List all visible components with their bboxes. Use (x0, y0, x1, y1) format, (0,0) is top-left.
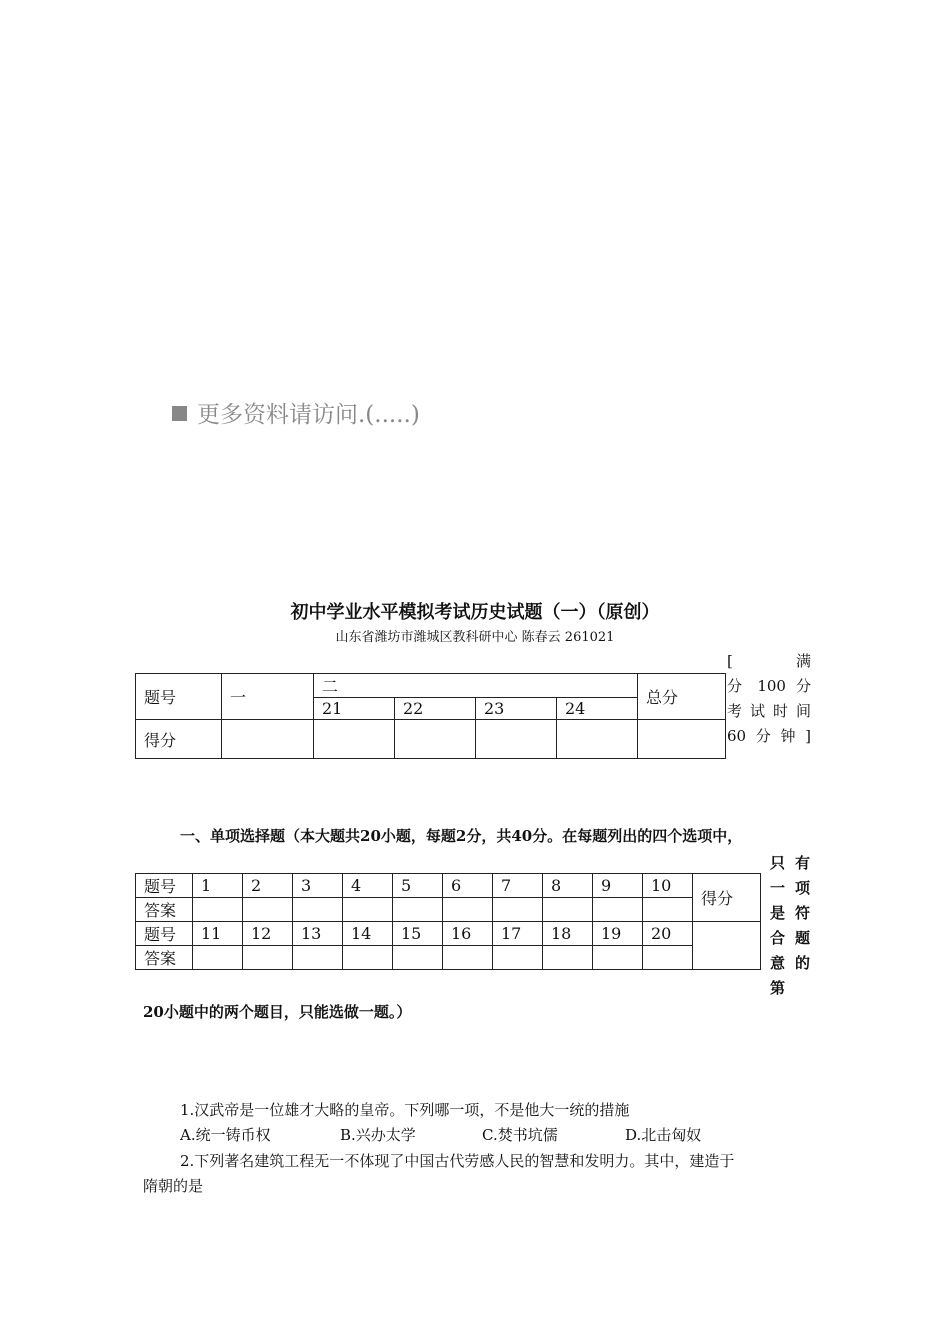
answer-cell[interactable] (493, 946, 543, 970)
answer-cell[interactable] (643, 946, 693, 970)
note-line: 分 100 分 (727, 677, 811, 695)
answer-cell[interactable] (343, 946, 393, 970)
score-table-label-score: 得分 (136, 720, 222, 759)
exam-note (727, 649, 811, 749)
section-heading-continued: 20小题中的两个题目，只能选做一题。） (143, 1003, 412, 1021)
score-table-subnum: 21 (314, 698, 395, 720)
section-wrap-line: 只有 (770, 854, 810, 872)
score-table-part1: 一 (222, 674, 314, 720)
question-number: 12 (243, 922, 293, 946)
question-number: 18 (543, 922, 593, 946)
question-number: 13 (293, 922, 343, 946)
exam-title: 初中学业水平模拟考试历史试题（一）（原创） (290, 602, 660, 623)
question-number: 11 (193, 922, 243, 946)
question-number: 6 (443, 874, 493, 898)
question-number: 17 (493, 922, 543, 946)
answer-cell[interactable] (243, 946, 293, 970)
question-number: 14 (343, 922, 393, 946)
answer-cell[interactable] (443, 946, 493, 970)
section-wrap-line: 一项 (770, 879, 810, 897)
score-cell[interactable] (638, 720, 726, 759)
score-table-label-num: 题号 (136, 674, 222, 720)
section-wrap-line: 是符 (770, 904, 810, 922)
question-number: 16 (443, 922, 493, 946)
section-wrap-line: 意的 (770, 954, 810, 972)
section-wrap-line: 合题 (770, 929, 810, 947)
promo-text: 更多资料请访问.(.....) (197, 402, 420, 428)
score-table (135, 673, 726, 759)
answer-cell[interactable] (593, 898, 643, 922)
question-number: 5 (393, 874, 443, 898)
note-line: 考试时间 (727, 702, 811, 720)
note-line: [ 满 (727, 652, 811, 670)
answer-cell[interactable] (193, 946, 243, 970)
square-bullet-icon (172, 406, 187, 421)
question-1-option-a: A.统一铸币权 (180, 1126, 271, 1144)
exam-subtitle: 山东省潍坊市潍城区教科研中心 陈春云 261021 (335, 630, 615, 645)
question-2-stem: 2.下列著名建筑工程无一不体现了中国古代劳感人民的智慧和发明力。其中，建造于 (180, 1152, 735, 1170)
question-number: 8 (543, 874, 593, 898)
score-table-total: 总分 (638, 674, 726, 720)
note-line: 60分钟] (727, 727, 811, 745)
question-1-option-b: B.兴办太学 (340, 1126, 416, 1144)
answer-cell[interactable] (543, 946, 593, 970)
question-number: 7 (493, 874, 543, 898)
score-table-subnum: 22 (395, 698, 476, 720)
question-1-option-c: C.焚书坑儒 (482, 1126, 558, 1144)
question-number: 20 (643, 922, 693, 946)
promo-banner (172, 396, 420, 429)
question-2-stem-line2: 隋朝的是 (143, 1177, 204, 1195)
answer-table (135, 873, 761, 970)
question-number: 1 (193, 874, 243, 898)
answer-cell[interactable] (393, 946, 443, 970)
answer-label-num: 题号 (136, 874, 193, 898)
answer-label-ans: 答案 (136, 898, 193, 922)
question-1-option-d: D.北击匈奴 (625, 1126, 702, 1144)
question-number: 10 (643, 874, 693, 898)
question-number: 15 (393, 922, 443, 946)
section-heading: 一、单项选择题（本大题共20小题，每题2分，共40分。在每题列出的四个选项中， (180, 827, 743, 845)
question-number: 9 (593, 874, 643, 898)
score-table-part2: 二 (314, 674, 638, 698)
score-cell[interactable] (314, 720, 395, 759)
score-table-subnum: 24 (557, 698, 638, 720)
answer-score-label: 得分 (693, 874, 761, 922)
section-heading-wrap (770, 851, 810, 1001)
answer-cell[interactable] (343, 898, 393, 922)
score-cell[interactable] (557, 720, 638, 759)
score-cell[interactable] (476, 720, 557, 759)
answer-cell[interactable] (243, 898, 293, 922)
answer-label-ans: 答案 (136, 946, 193, 970)
answer-cell[interactable] (593, 946, 643, 970)
score-table-subnum: 23 (476, 698, 557, 720)
answer-cell[interactable] (293, 898, 343, 922)
section-wrap-line: 第 (770, 979, 786, 997)
answer-cell[interactable] (443, 898, 493, 922)
answer-cell[interactable] (643, 898, 693, 922)
question-1-stem: 1.汉武帝是一位雄才大略的皇帝。下列哪一项，不是他大一统的措施 (180, 1101, 630, 1119)
question-number: 2 (243, 874, 293, 898)
question-number: 4 (343, 874, 393, 898)
answer-label-num: 题号 (136, 922, 193, 946)
answer-score-cell[interactable] (693, 922, 761, 970)
question-number: 3 (293, 874, 343, 898)
answer-cell[interactable] (493, 898, 543, 922)
answer-cell[interactable] (193, 898, 243, 922)
question-number: 19 (593, 922, 643, 946)
score-cell[interactable] (395, 720, 476, 759)
answer-cell[interactable] (543, 898, 593, 922)
answer-cell[interactable] (293, 946, 343, 970)
score-cell[interactable] (222, 720, 314, 759)
answer-cell[interactable] (393, 898, 443, 922)
